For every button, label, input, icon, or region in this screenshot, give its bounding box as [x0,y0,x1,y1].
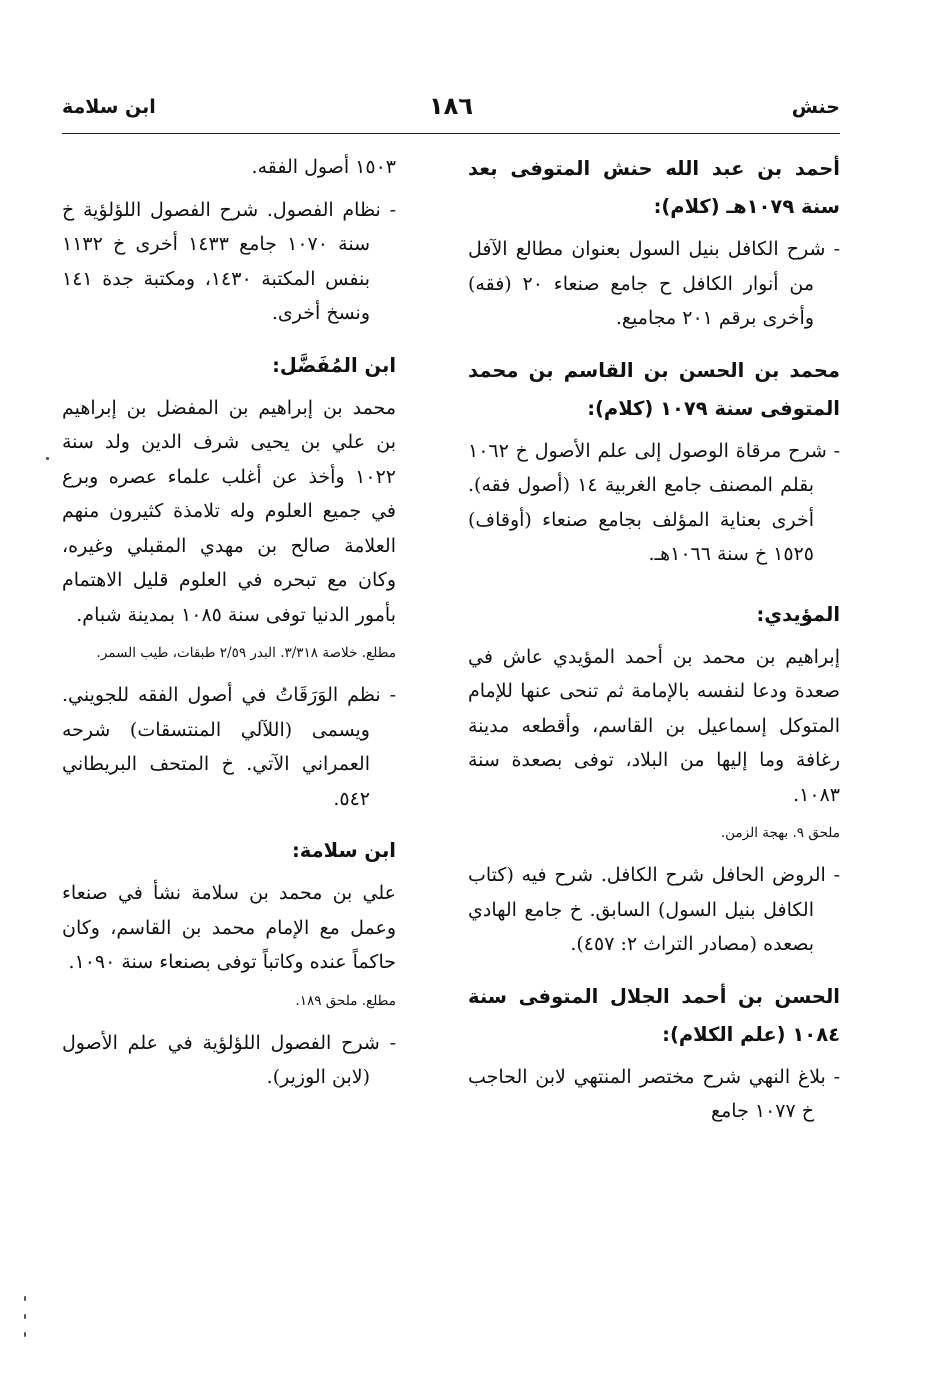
sources-note: مطلع. ملحق ١٨٩. [295,992,396,1009]
scan-speck [24,1314,26,1319]
continued-line: ١٥٠٣ أصول الفقه. [251,156,396,178]
header-rule [62,133,840,134]
page-number: ١٨٦ [429,92,473,120]
sources-note: مطلع. خلاصة ٣/٣١٨. البدر ٢/٥٩ طبقات، طيب السمر. [96,645,396,661]
work-item: - شرح الكافل بنيل السول بعنوان مطالع الآفل من أنوار الكافل ح جامع صنعاء ٢٠ (فقه) وأخرى برقم ٢٠١ مجاميع. [468,238,840,329]
entry-heading-hanash: أحمد بن عبد الله حنش المتوفى بعد سنة ١٠٧٩هـ (كلام): [468,157,840,218]
entry-heading-al-muayyadi: المؤيدي: [756,602,840,626]
entry-heading-muhammad-al-hasan: محمد بن الحسن بن القاسم بن محمد المتوفى سنة ١٠٧٩ (كلام): [468,358,840,420]
scan-speck [24,1296,26,1301]
work-item: - الروض الحافل شرح الكافل. شرح فيه (كتاب الكافل بنيل السول) السابق. خ جامع الهادي بصعده (مصادر التراث ٢: ٤٥٧). [468,864,840,955]
scan-speck [24,1332,26,1337]
running-head [62,92,840,132]
entry-heading-al-jalal: الحسن بن أحمد الجلال المتوفى سنة ١٠٨٤ (علم الكلام): [468,984,840,1046]
biography-paragraph: محمد بن إبراهيم بن المفضل بن إبراهيم بن علي بن يحيى شرف الدين ولد سنة ١٠٢٢ وأخذ عن أغلب علماء عصره وبرع في جميع العلوم وله تلامذة كثيرون منهم العلامة صالح بن مهدي المقبلي وغيره، وكان مع تبحره في العلوم قليل الاهتمام بأمور الدنيا توفى سنة ١٠٨٥ بمدينة شبام. [62,396,396,626]
work-item: - نظام الفصول. شرح الفصول اللؤلؤية خ سنة ١٠٧٠ جامع ١٤٣٣ أخرى خ ١١٣٢ بنفس المكتبة ١٤٣٠، ومكتبة جدة ١٤١ ونسخ أخرى. [62,198,396,324]
entry-heading-ibn-salama: ابن سلامة: [291,839,396,862]
header-right-title: حنش [791,96,840,118]
entry-heading-ibn-al-mufaddal: ابن المُفَضَّل: [272,353,396,377]
work-item: - شرح الفصول اللؤلؤية في علم الأصول (لابن الوزير). [62,1031,396,1088]
sources-note: ملحق ٩. بهجة الزمن. [720,825,840,841]
work-item: - بلاغ النهي شرح مختصر المنتهي لابن الحاجب خ ١٠٧٧ جامع [468,1065,840,1122]
work-item: - شرح مرقاة الوصول إلى علم الأصول خ ١٠٦٢ بقلم المصنف جامع الغربية ١٤ (أصول فقه). أخرى بعناية المؤلف بجامع صنعاء (أوقاف) ١٥٢٥ خ سنة ١٠٦٦هـ. [468,439,840,565]
left-column [62,150,396,1105]
scan-speck [46,457,49,460]
biography-paragraph: إبراهيم بن محمد بن أحمد المؤيدي عاش في صعدة ودعا لنفسه بالإمامة ثم تنحى عنها للإمام المتوكل إسماعيل بن القاسم، وأقطعه مدينة رغافة وما إليها من البلاد، توفى بصعدة سنة ١٠٨٣. [468,645,840,806]
header-left-title: ابن سلامة [62,96,156,118]
biography-paragraph: علي بن محمد بن سلامة نشأ في صنعاء وعمل مع الإمام محمد بن القاسم، وكان حاكماً عنده وكاتباً توفى بصنعاء سنة ١٠٩٠. [62,882,396,973]
work-item: - نظم الوَرَقَاتُ في أصول الفقه للجويني. ويسمى (اللآلي المنتسقات) شرحه العمراني الآتي. خ المتحف البريطاني ٥٤٢. [62,684,396,810]
right-column [468,150,840,1139]
